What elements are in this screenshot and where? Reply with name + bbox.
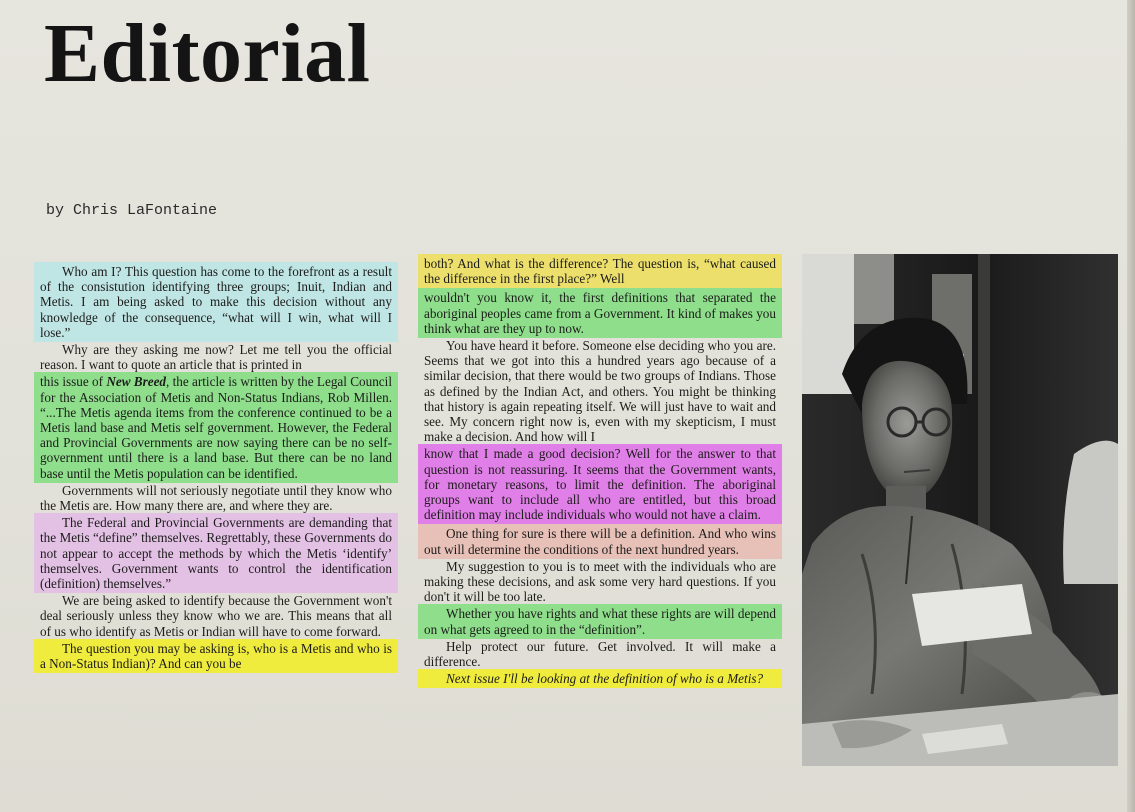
page-edge: [1127, 0, 1135, 812]
photo-image: [802, 254, 1118, 766]
author-photo: [802, 254, 1118, 766]
paragraph-definition: One thing for sure is there will be a definition. And who wins out will determine the conditions of the next hundred years.: [418, 524, 782, 558]
paragraph-why-now-text: Why are they asking me now? Let me tell you the official reason. I want to quote an article that is printed in: [40, 342, 392, 373]
paragraph-difference: both? And what is the difference? The question is, “what caused the difference in the first place?” Well: [418, 254, 782, 288]
quote-body: , the article is written by the Legal Council for the Association of Metis and Non-Status Indians, Rob Millen. “...The Metis agenda items from the conference continued to be a Metis land base and Metis self government. However, the Federal and Provincial Governments are now saying there can be no self-government until there is a land base. But there can be no land base until the Metis population can be identified.: [40, 374, 392, 481]
publication-name: New Breed: [106, 374, 167, 390]
paragraph-question: The question you may be asking is, who is a Metis and who is a Non-Status Indian)? And can you be: [34, 639, 398, 673]
next-issue-text: Next issue I'll be looking at the definition of who is a Metis?: [446, 671, 764, 687]
byline: by Chris LaFontaine: [46, 202, 218, 219]
paragraph-define: The Federal and Provincial Governments are demanding that the Metis “define” themselves. Regrettably, these Governments do not appear to accept the methods by which the Metis ‘identify’ themselves. Government wants to control the identification (definition) themselves.”: [34, 513, 398, 593]
paragraph-first-definitions: wouldn't you know it, the first definitions that separated the aboriginal peoples came from a Government. It kind of makes you think what are they up to now.: [418, 288, 782, 338]
paragraph-identify: We are being asked to identify because the Government won't deal seriously unless they know who we are. This means that all of us who identify as Metis or Indian will have to come forward.: [40, 593, 392, 639]
paragraph-suggestion: My suggestion to you is to meet with the individuals who are making these decisions, and ask some very hard questions. If you don't it will be too late.: [424, 558, 776, 605]
paragraph-why-now: [40, 342, 392, 372]
paragraph-good-decision: know that I made a good decision? Well for the answer to that question is not reassuring. It seems that the Government wants, for monetary reasons, to limit the definition. The aboriginal groups want to include all who are entitled, but this broad definition may include individuals who would not have a claim.: [418, 444, 782, 524]
quote-lead: this issue of: [40, 374, 107, 390]
paragraph-quote: [34, 372, 398, 482]
paragraph-who-am-i: Who am I? This question has come to the forefront as a result of the consistution identifying three groups; Inuit, Indian and Metis. I am being asked to make this decision without any knowledge of the consequence, “what will I win, what will I lose.”: [34, 262, 398, 342]
page-title: Editorial: [44, 7, 371, 100]
article-column-1: [40, 262, 392, 673]
article-column-2: [424, 254, 776, 688]
paragraph-get-involved: Help protect our future. Get involved. It will make a difference.: [424, 638, 776, 670]
paragraph-rights: Whether you have rights and what these rights are will depend on what gets agreed to in the “definition”.: [418, 604, 782, 638]
paragraph-next-issue: [418, 669, 782, 688]
paragraph-governments: Governments will not seriously negotiate until they know who the Metis are. How many there are, and where they are.: [40, 482, 392, 514]
paragraph-heard-before: You have heard it before. Someone else deciding who you are. Seems that we got into this a hundred years ago because of a similar decision, that there would be two groups of Indians. Those as defined by the Indian Act, and others. You might be thinking that history is again repeating itself. We will just have to wait and see. My concern right now is, even with my skepticism, I must make a decision. And how will I: [424, 338, 776, 445]
